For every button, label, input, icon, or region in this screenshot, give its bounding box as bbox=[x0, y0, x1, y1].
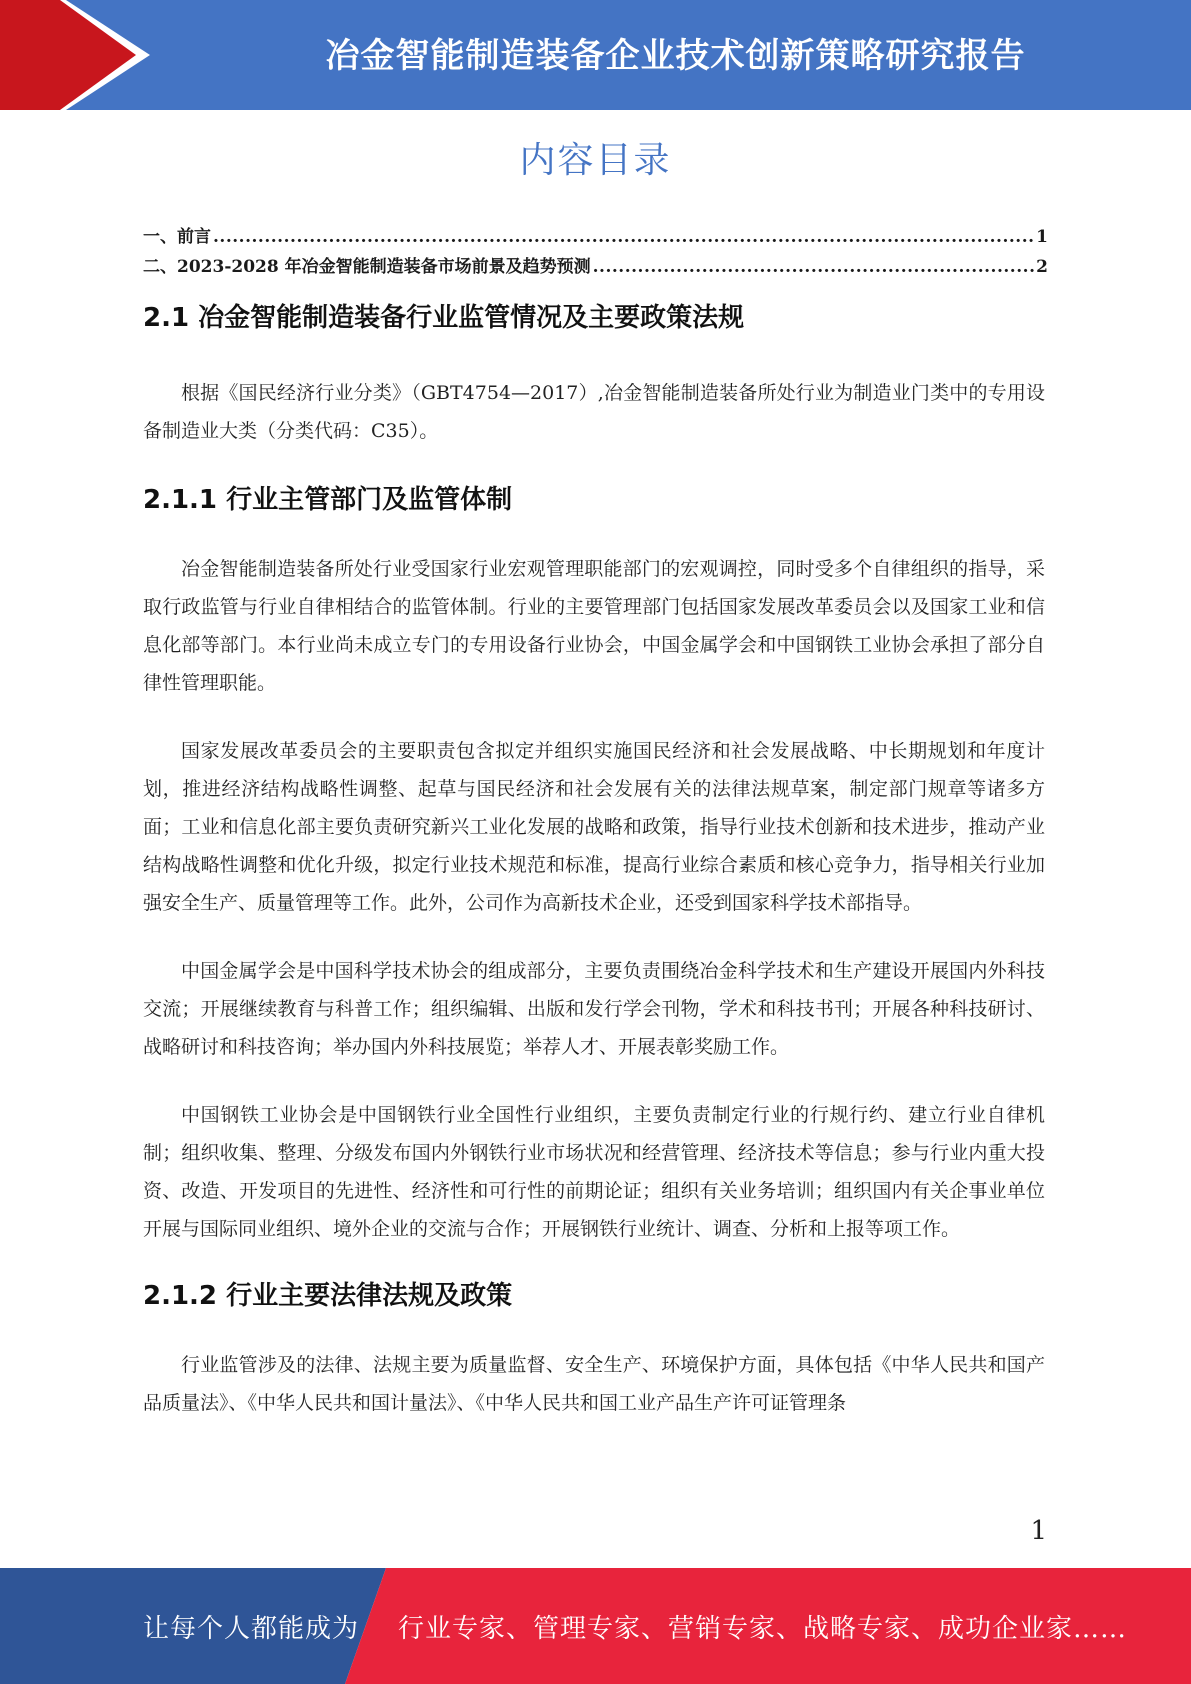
paragraph: 冶金智能制造装备所处行业受国家行业宏观管理职能部门的宏观调控，同时受多个自律组织的指导，采取行政监管与行业自律相结合的监管体制。行业的主要管理部门包括国家发展改革委员会以及国家工业和信息化部等部门。本行业尚未成立专门的专用设备行业协会，中国金属学会和中国钢铁工业协会承担了部分自律性管理职能。 bbox=[143, 558, 1045, 694]
paragraph: 中国金属学会是中国科学技术协会的组成部分，主要负责围绕冶金科学技术和生产建设开展国内外科技交流；开展继续教育与科普工作；组织编辑、出版和发行学会刊物，学术和科技书刊；开展各种科技研讨、战略研讨和科技咨询；举办国内外科技展览；举荐人才、开展表彰奖励工作。 bbox=[143, 960, 1045, 1058]
toc-entry-page: 2 bbox=[1036, 257, 1048, 277]
report-body bbox=[143, 296, 1045, 1422]
paragraph: 国家发展改革委员会的主要职责包含拟定并组织实施国民经济和社会发展战略、中长期规划和年度计划，推进经济结构战略性调整、起草与国民经济和社会发展有关的法律法规草案，制定部门规章等诸多方面；工业和信息化部主要负责研究新兴工业化发展的战略和政策，指导行业技术创新和技术进步，推动产业结构战略性调整和优化升级，拟定行业技术规范和标准，提高行业综合素质和核心竞争力，指导相关行业加强安全生产、质量管理等工作。此外，公司作为高新技术企业，还受到国家科学技术部指导。 bbox=[143, 740, 1045, 914]
toc-entry[interactable] bbox=[143, 252, 1048, 282]
paragraph: 中国钢铁工业协会是中国钢铁行业全国性行业组织，主要负责制定行业的行规行约、建立行业自律机制；组织收集、整理、分级发布国内外钢铁行业市场状况和经营管理、经济技术等信息；参与行业内重大投资、改造、开发项目的先进性、经济性和可行性的前期论证；组织有关业务培训；组织国内有关企事业单位开展与国际同业组织、境外企业的交流与合作；开展钢铁行业统计、调查、分析和上报等项工作。 bbox=[143, 1104, 1045, 1240]
toc-entry-label: 二、2023-2028 年冶金智能制造装备市场前景及趋势预测 bbox=[143, 257, 591, 277]
footer-slogan-right: 行业专家、管理专家、营销专家、战略专家、成功企业家…… bbox=[398, 1613, 1128, 1644]
paragraph: 行业监管涉及的法律、法规主要为质量监督、安全生产、环境保护方面，具体包括《中华人民共和国产品质量法》、《中华人民共和国计量法》、《中华人民共和国工业产品生产许可证管理条 bbox=[143, 1354, 1045, 1414]
toc-title: 内容目录 bbox=[519, 140, 672, 181]
page-number: 1 bbox=[1030, 1516, 1047, 1546]
section-heading-2-1-2: 2.1.2 行业主要法律法规及政策 bbox=[143, 1281, 513, 1311]
table-of-contents bbox=[143, 222, 1048, 282]
section-heading-2-1: 2.1 冶金智能制造装备行业监管情况及主要政策法规 bbox=[143, 303, 745, 333]
section-heading-2-1-1: 2.1.1 行业主管部门及监管体制 bbox=[143, 485, 513, 515]
toc-entry-label: 一、前言 bbox=[143, 227, 211, 247]
report-header bbox=[0, 0, 1191, 110]
report-footer bbox=[0, 1568, 1191, 1684]
toc-entry[interactable] bbox=[143, 222, 1048, 252]
toc-leader-dots bbox=[213, 222, 1034, 252]
footer-slogan-left: 让每个人都能成为 bbox=[143, 1613, 360, 1644]
paragraph: 根据《国民经济行业分类》（GBT4754—2017）,冶金智能制造装备所处行业为制造业门类中的专用设备制造业大类（分类代码：C35）。 bbox=[143, 382, 1045, 442]
toc-entry-page: 1 bbox=[1036, 227, 1048, 247]
report-title: 冶金智能制造装备企业技术创新策略研究报告 bbox=[325, 36, 1026, 76]
toc-leader-dots bbox=[593, 252, 1035, 282]
